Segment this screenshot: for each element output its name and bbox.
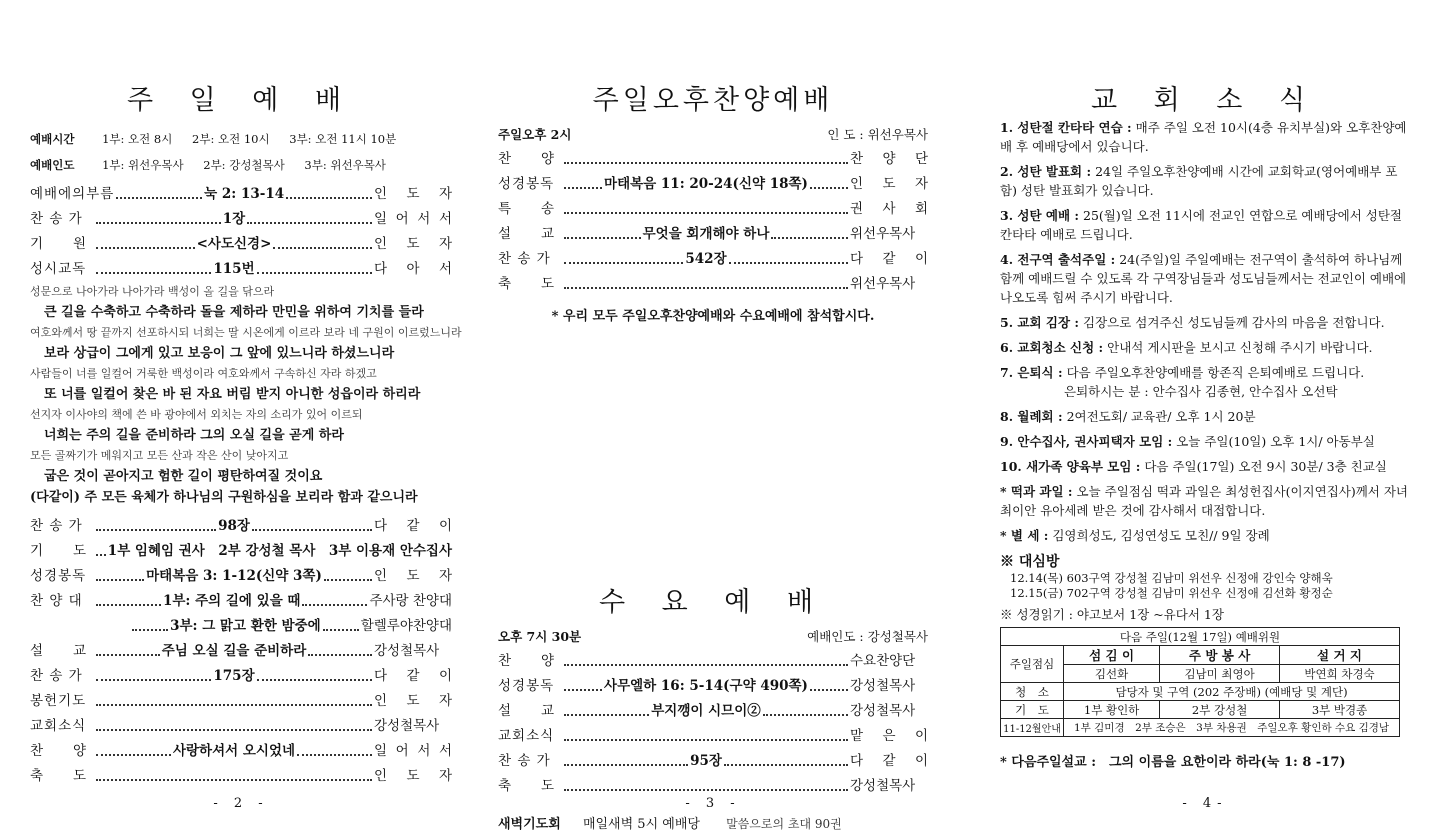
dot-leader — [96, 554, 106, 556]
news-item — [1000, 250, 1410, 307]
news-item — [1000, 457, 1410, 476]
notice: * 우리 모두 주일오후찬양예배와 수요예배에 참석합시다. — [551, 309, 875, 324]
news-text-2: 은퇴하시는 분 : 안수집사 김종현, 안수집사 오선탁 — [1064, 384, 1338, 399]
news-item — [1000, 432, 1410, 451]
responsive-reading — [30, 282, 462, 487]
order-person: 강성철목사 — [850, 703, 916, 719]
news-item — [1000, 118, 1410, 156]
verse-response: 또 너를 일컬어 찾은 바 된 자요 버림 받지 아니한 성읍이라 하리라 — [44, 387, 421, 402]
news-heading: 1. 성탄절 칸타타 연습 : — [1000, 120, 1132, 135]
order-item: 부지깽이 시므이② — [651, 703, 761, 719]
page-title: 주 일 예 배 — [126, 85, 356, 116]
duty-table: 다음 주일(12월 17일) 예배위원 주일점심 섬 김 이 주 방 봉 사 설 거 지 김선화 김남미 최영아 박연희 차경숙 청 소 담당자 및 구역 (202 주장배) (예배당 및 계단) 기 도 1부 황인하 2부 강성철 3부 박경종 11-12월안내 1부 김미경 2부 조승은 3부 차용권 주일오후 황인하 수요 김경남 — [1000, 627, 1400, 737]
dot-leader — [96, 604, 161, 606]
dot-leader — [564, 664, 848, 666]
order-item: 사무엘하 16: 5-14(구약 490쪽) — [604, 678, 808, 694]
dot-leader — [564, 789, 848, 791]
dot-leader — [564, 162, 848, 164]
page-number: - 2 - — [213, 796, 269, 811]
dot-leader — [564, 287, 848, 289]
order-row — [498, 197, 928, 222]
order-row — [30, 664, 452, 689]
order-list-2 — [30, 514, 452, 789]
dot-leader — [116, 197, 202, 199]
next-sermon: * 다음주일설교 : 그의 이름을 요한이라 하라(눅 1: 8 -17) — [1000, 755, 1346, 770]
order-person: 위선우목사 — [850, 276, 916, 292]
order-row — [30, 739, 452, 764]
order-label: 교회소식 — [30, 718, 87, 734]
order-label: 찬 양 — [498, 653, 556, 669]
news-item — [1000, 407, 1410, 426]
dot-leader — [96, 654, 160, 656]
news-text: 안내석 게시판을 보시고 신청해 주시기 바랍니다. — [1107, 340, 1373, 355]
news-item — [1000, 206, 1410, 244]
dot-leader — [308, 654, 372, 656]
order-row — [30, 564, 452, 589]
verse-response: 보라 상급이 그에게 있고 보응이 그 앞에 있느니라 하셨느니라 — [44, 346, 395, 361]
dot-leader — [273, 247, 372, 249]
news-text: 김영희성도, 김성연성도 모친// 9일 장례 — [1052, 528, 1270, 543]
dot-leader — [724, 764, 848, 766]
page-3 — [498, 0, 928, 839]
order-person: 주사랑 찬양대 — [369, 593, 452, 609]
dot-leader — [96, 272, 211, 274]
news-item — [1000, 313, 1410, 332]
order-row — [30, 714, 452, 739]
order-row — [498, 147, 928, 172]
wednesday-list — [498, 649, 928, 799]
page-title: 주일오후찬양예배 — [592, 85, 834, 116]
page-number: - 4- — [1182, 796, 1228, 811]
news-heading: * 별 세 : — [1000, 528, 1049, 543]
news-item — [1000, 338, 1410, 357]
order-row — [498, 272, 928, 297]
order-list — [498, 147, 928, 297]
order-item: 마태복음 3: 1-12(신약 3쪽) — [146, 568, 322, 584]
order-label: 축 도 — [498, 778, 556, 794]
order-row — [30, 207, 452, 232]
dot-leader — [564, 764, 688, 766]
news-heading: * 떡과 과일 : — [1000, 484, 1073, 499]
order-person: 강성철목사 — [374, 718, 440, 734]
order-label: 기 원 — [30, 236, 88, 252]
verse-leader: 모든 골짜기가 메워지고 모든 산과 작은 산이 낮아지고 — [30, 449, 289, 462]
service-times: 예배시간 1부: 오전 8시 2부: 오전 10시 3부: 오전 11시 10분 — [30, 132, 397, 146]
news-text: 오늘 주일(10일) 오후 1시/ 아동부실 — [1176, 434, 1375, 449]
dot-leader — [729, 262, 848, 264]
dot-leader — [302, 604, 367, 606]
order-label: 찬 송 가 — [30, 518, 83, 534]
order-label: 설 교 — [498, 703, 556, 719]
order-label: 예배에의부름 — [30, 186, 115, 202]
page-4 — [1000, 0, 1410, 839]
news-text: 다음 주일(17일) 오전 9시 30분/ 3층 친교실 — [1144, 459, 1387, 474]
dot-leader — [96, 529, 216, 531]
dot-leader — [297, 754, 372, 756]
news-text: 25(월)일 오전 11시에 전교인 연합으로 예배당에서 성탄절 칸타타 예배로 드립니다. — [1000, 208, 1402, 242]
order-list — [30, 182, 452, 282]
news-heading: 6. 교회청소 신청 : — [1000, 340, 1104, 355]
dot-leader — [564, 212, 848, 214]
order-row — [30, 182, 452, 207]
order-label: 성시교독 — [30, 261, 87, 277]
order-item: 1장 — [222, 211, 246, 227]
order-person: 수요찬양단 — [850, 653, 916, 669]
dot-leader — [96, 247, 195, 249]
news-heading: 9. 안수집사, 권사피택자 모임 : — [1000, 434, 1173, 449]
order-person: 위선우목사 — [850, 226, 916, 242]
dot-leader — [96, 754, 171, 756]
order-label: 찬 송 가 — [30, 668, 83, 684]
dot-leader — [564, 237, 641, 239]
news-text: 오늘 주일점심 떡과 과일은 최성헌집사(이지연집사)께서 자녀 최이안 유아세례 받은 것에 감사해서 대접합니다. — [1000, 484, 1408, 518]
dot-leader — [252, 529, 372, 531]
news-heading: 3. 성탄 예배 : — [1000, 208, 1080, 223]
order-person: 할렐루야찬양대 — [360, 618, 452, 634]
order-item: 무엇을 회개해야 하나 — [642, 226, 770, 242]
verse-leader: 선지자 이사야의 책에 쓴 바 광야에서 외치는 자의 소리가 있어 이르되 — [30, 408, 363, 421]
order-row — [30, 539, 452, 564]
news-item — [1000, 162, 1410, 200]
order-label: 성경봉독 — [498, 678, 555, 694]
order-person: 다 같 이 — [374, 518, 453, 534]
order-item: 115번 — [213, 261, 255, 277]
order-item: 마태복음 11: 20-24(신약 18쪽) — [604, 176, 808, 192]
order-row — [30, 257, 452, 282]
order-person: 강성철목사 — [374, 643, 440, 659]
dot-leader — [564, 262, 683, 264]
dot-leader — [96, 729, 372, 731]
dot-leader — [257, 272, 372, 274]
order-label: 설 교 — [30, 643, 88, 659]
bible-reading: ※ 성경읽기 : 야고보서 1장 ~유다서 1장 — [1000, 607, 1224, 622]
order-row — [498, 222, 928, 247]
order-label: 성경봉독 — [498, 176, 555, 192]
dot-leader — [96, 222, 221, 224]
order-item: 1부 임혜임 권사 2부 강성철 목사 3부 이용재 안수집사 — [107, 543, 452, 559]
order-person: 인 도 자 — [374, 768, 452, 784]
page-title: 교 회 소 식 — [1090, 85, 1320, 116]
order-item: 98장 — [218, 518, 250, 534]
order-item: 주님 오실 길을 준비하라 — [161, 643, 307, 659]
dot-leader — [247, 222, 372, 224]
verse-response: 너희는 주의 길을 준비하라 그의 오실 길을 곧게 하라 — [44, 428, 344, 443]
dot-leader — [323, 629, 359, 631]
news-heading: 2. 성탄 발표회 : — [1000, 164, 1092, 179]
dot-leader — [96, 704, 372, 706]
order-label: 성경봉독 — [30, 568, 87, 584]
dot-leader — [771, 237, 848, 239]
order-person: 다 같 이 — [374, 668, 453, 684]
order-label: 축 도 — [30, 768, 88, 784]
news-text: 24일 주일오후찬양예배 시간에 교회학교(영어예배부 포함) 성탄 발표회가 있습니다. — [1000, 164, 1398, 198]
page-number: - 3 - — [685, 796, 741, 811]
dot-leader — [564, 714, 649, 716]
order-person: 찬 양 단 — [850, 151, 928, 167]
order-person: 인 도 자 — [374, 186, 452, 202]
verse-leader: 사람들이 너를 일컬어 거룩한 백성이라 여호와께서 구속하신 자라 하겠고 — [30, 367, 377, 380]
order-item: <사도신경> — [196, 236, 272, 252]
news-item — [1000, 482, 1410, 520]
order-person: 일 어 서 서 — [374, 211, 452, 227]
dot-leader — [96, 779, 372, 781]
order-row — [30, 639, 452, 664]
order-person: 인 도 자 — [374, 568, 452, 584]
order-person: 다 같 이 — [850, 251, 929, 267]
order-label: 찬 양 — [30, 743, 88, 759]
order-row — [498, 247, 928, 272]
dot-leader — [96, 579, 144, 581]
order-person: 인 도 자 — [850, 176, 928, 192]
page-2 — [30, 0, 462, 839]
dot-leader — [286, 197, 372, 199]
dot-leader — [132, 629, 168, 631]
order-label: 봉헌기도 — [30, 693, 87, 709]
verse-leader: 성문으로 나아가라 나아가라 백성이 올 길을 닦으라 — [30, 285, 275, 298]
order-row — [498, 724, 928, 749]
order-person: 일 어 서 서 — [374, 743, 453, 759]
dot-leader — [96, 679, 211, 681]
order-label: 특 송 — [498, 201, 556, 217]
news-text: 24(주일)일 주일예배는 전구역이 출석하여 하나님께 함께 예배드릴 수 있도록 각 구역장님들과 성도님들께서는 전교인이 예배에 나오도록 힘써 주시기 바랍니다. — [1000, 252, 1407, 305]
dot-leader — [810, 187, 848, 189]
order-person: 권 사 회 — [850, 201, 928, 217]
news-heading: 4. 전구역 출석주일 : — [1000, 252, 1116, 267]
section-title: 수 요 예 배 — [598, 587, 828, 618]
news-item — [1000, 526, 1410, 545]
verse-response: 큰 길을 수축하고 수축하라 돌을 제하라 만민을 위하여 기치를 들라 — [44, 305, 424, 320]
news-heading: 7. 은퇴식 : — [1000, 365, 1063, 380]
news-list — [1000, 118, 1410, 545]
dot-leader — [564, 187, 602, 189]
order-person: 강성철목사 — [850, 678, 916, 694]
dot-leader — [564, 739, 848, 741]
order-person: 인 도 자 — [374, 236, 453, 252]
visit-title: ※ 대심방 — [1000, 554, 1060, 570]
order-label: 기 도 — [30, 543, 88, 559]
dot-leader — [810, 689, 848, 691]
news-heading: 8. 월례회 : — [1000, 409, 1063, 424]
news-text: 김장으로 섬겨주신 성도님들께 감사의 마음을 전합니다. — [1083, 315, 1385, 330]
news-text: 2여전도회/ 교육관/ 오후 1시 20분 — [1066, 409, 1256, 424]
verse-response: 굽은 것이 곧아지고 험한 길이 평탄하여질 것이요 — [44, 469, 323, 484]
order-row — [30, 589, 452, 614]
service-leaders: 예배인도 1부: 위선우목사 2부: 강성철목사 3부: 위선우목사 — [30, 158, 386, 172]
dot-leader — [257, 679, 372, 681]
news-heading: 10. 새가족 양육부 모임 : — [1000, 459, 1141, 474]
afternoon-header: 주일오후 2시 인 도 : 위선우목사 — [498, 127, 928, 142]
order-person: 맡 은 이 — [850, 728, 928, 744]
visit-list: 12.14(목) 603구역 강성철 김남미 위선우 신정애 강인숙 양해욱 12.15(금) 702구역 강성철 김남미 위선우 신정애 김선화 황정순 — [1010, 571, 1333, 600]
order-row — [30, 764, 452, 789]
order-row — [498, 749, 928, 774]
order-label: 축 도 — [498, 276, 556, 292]
order-item: 542장 — [685, 251, 727, 267]
order-row — [498, 649, 928, 674]
dot-leader — [564, 689, 602, 691]
order-item: 95장 — [690, 753, 722, 769]
order-label: 찬 송 가 — [30, 211, 83, 227]
order-person: 다 같 이 — [850, 753, 929, 769]
order-person: 인 도 자 — [374, 693, 452, 709]
order-item: 175장 — [213, 668, 255, 684]
order-row — [498, 172, 928, 197]
order-item: 3부: 그 맑고 환한 밤중에 — [170, 618, 321, 634]
order-row — [30, 689, 452, 714]
order-row — [30, 614, 452, 639]
order-label: 설 교 — [498, 226, 556, 242]
order-item: 눅 2: 13-14 — [204, 186, 285, 202]
verse-leader: 여호와께서 땅 끝까지 선포하시되 너희는 딸 시온에게 이르라 보라 네 구원이 이르렀느니라 — [30, 326, 462, 339]
dot-leader — [324, 579, 372, 581]
news-item — [1000, 363, 1410, 401]
order-row — [498, 674, 928, 699]
news-text: 매주 주일 오전 10시(4층 유치부실)와 오후찬양예배 후 예배당에서 있습니다. — [1000, 120, 1407, 154]
order-label: 교회소식 — [498, 728, 555, 744]
dawn-prayer: 새벽기도회 매일새벽 5시 예배당 말씀으로의 초대 90권 — [498, 817, 842, 832]
order-row — [498, 699, 928, 724]
order-label: 찬 송 가 — [498, 753, 551, 769]
news-heading: 5. 교회 김장 : — [1000, 315, 1080, 330]
news-text: 다음 주일오후찬양예배를 항존직 은퇴예배로 드립니다. — [1066, 365, 1365, 380]
order-label: 찬 양 — [498, 151, 556, 167]
order-row — [30, 514, 452, 539]
order-item: 1부: 주의 길에 있을 때 — [162, 593, 301, 609]
verse-line: (다같이) 주 모든 육체가 하나님의 구원하심을 보리라 함과 같으니라 — [30, 490, 418, 505]
order-label: 찬 송 가 — [498, 251, 551, 267]
order-row — [30, 232, 452, 257]
wednesday-header: 오후 7시 30분 예배인도 : 강성철목사 — [498, 629, 928, 644]
dot-leader — [763, 714, 848, 716]
order-item: 사랑하셔서 오시었네 — [172, 743, 296, 759]
order-person: 다 아 서 — [374, 261, 453, 277]
order-person: 강성철목사 — [850, 778, 916, 794]
order-label: 찬 양 대 — [30, 593, 83, 609]
